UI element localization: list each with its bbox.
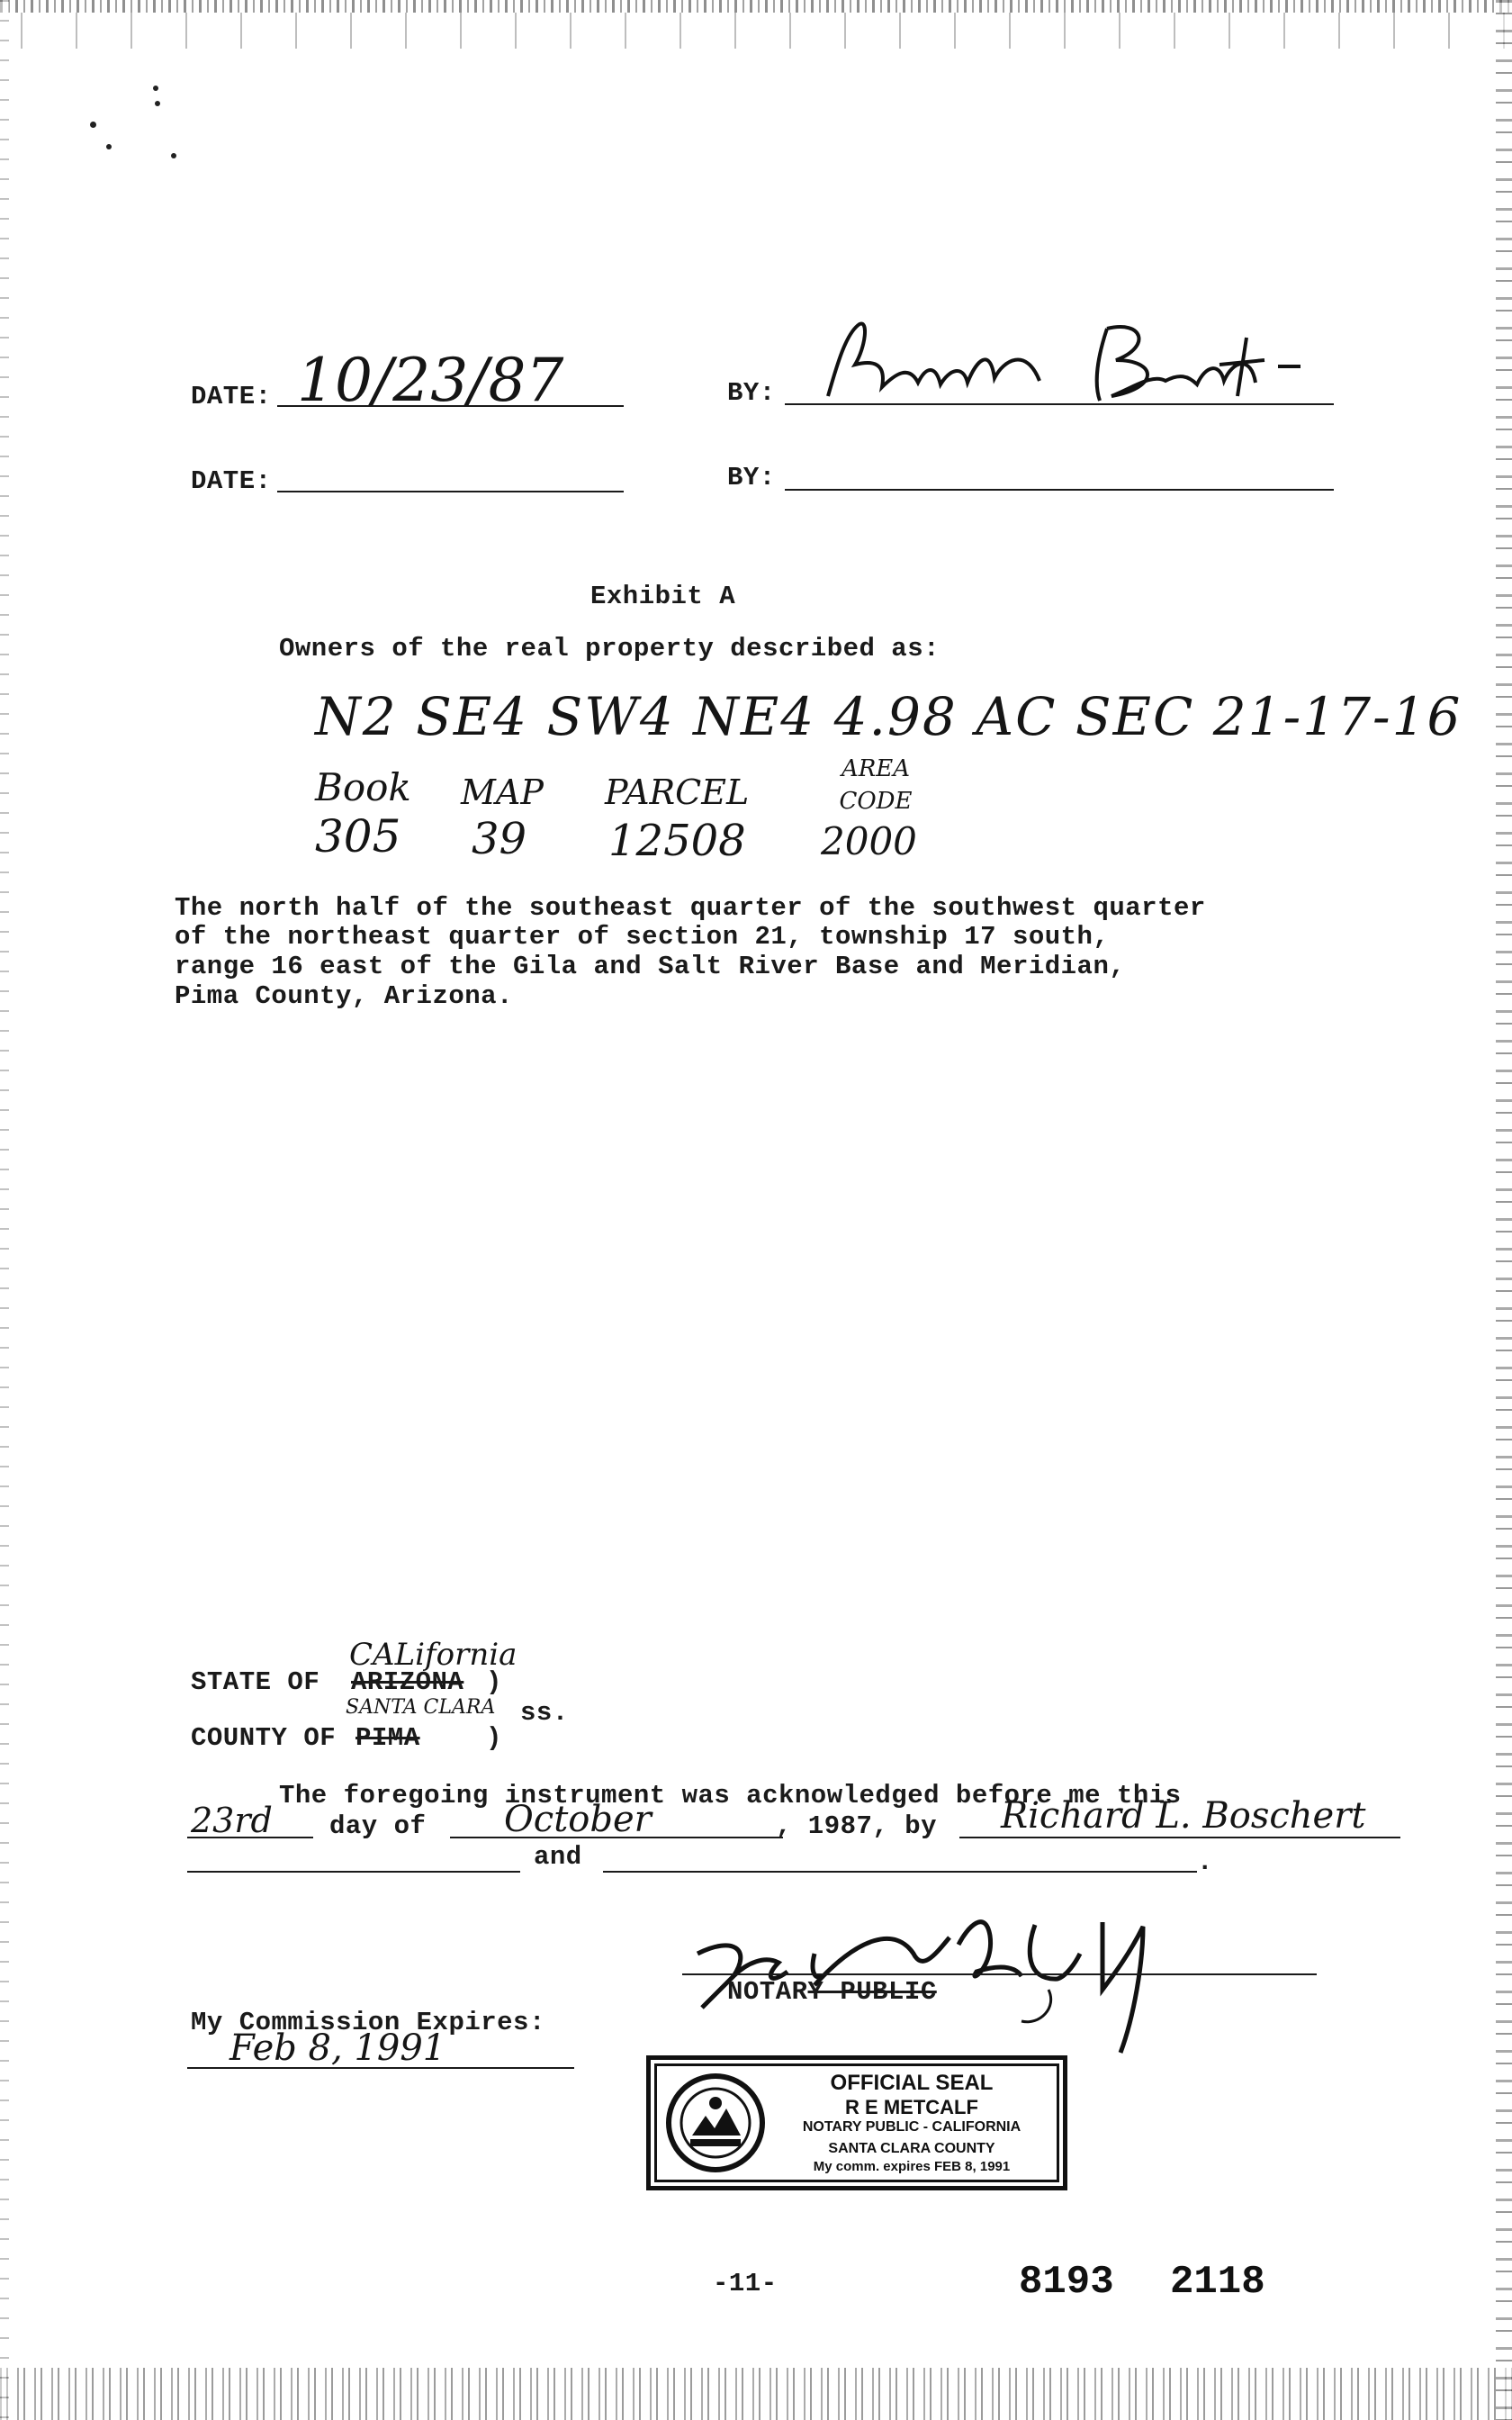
- column-value-area-code: 2000: [821, 819, 917, 863]
- state-label: STATE OF: [191, 1667, 320, 1697]
- county-handwritten: SANTA CLARA: [346, 1696, 496, 1719]
- seal-line-1: OFFICIAL SEAL: [830, 2071, 994, 2095]
- official-seal-stamp: [646, 2055, 1067, 2190]
- month-line: [450, 1837, 783, 1838]
- column-label-book: Book: [315, 765, 411, 809]
- date-value-1: 10/23/87: [297, 346, 564, 415]
- legal-description-line-3: range 16 east of the Gila and Salt River Base and Meridian,: [175, 952, 1126, 981]
- county-paren: ): [486, 1723, 502, 1753]
- day-of-label: day of: [329, 1811, 427, 1841]
- county-struck: PIMA: [356, 1723, 420, 1753]
- commission-line: [187, 2067, 574, 2069]
- by-name-line: [959, 1837, 1400, 1838]
- record-book: 8193: [1019, 2260, 1114, 2305]
- day-value: 23rd: [191, 1801, 273, 1840]
- notary-label-struck: Y PUBLIC: [807, 1977, 937, 2007]
- month-value: October: [504, 1799, 652, 1840]
- legal-description-line-2: of the northeast quarter of section 21, township 17 south,: [175, 922, 1110, 952]
- year-by-label: , 1987, by: [776, 1811, 938, 1841]
- state-struck: ARIZONA: [351, 1667, 464, 1697]
- commission-label: My Commission Expires:: [191, 2008, 545, 2037]
- by-line-2: [785, 489, 1334, 491]
- day-line: [187, 1837, 313, 1838]
- signature-by-1: [810, 311, 1341, 414]
- page-number: -11-: [713, 2269, 778, 2298]
- legal-description-line-1: The north half of the southeast quarter of the southwest quarter: [175, 893, 1206, 923]
- exhibit-title: Exhibit A: [590, 582, 736, 611]
- legal-description-line-4: Pima County, Arizona.: [175, 981, 513, 1011]
- column-value-map: 39: [472, 814, 527, 864]
- seal-line-3: NOTARY PUBLIC - CALIFORNIA: [802, 2119, 1022, 2135]
- and-period: .: [1197, 1847, 1213, 1877]
- name-line-2: [603, 1871, 1197, 1873]
- column-value-book: 305: [315, 810, 401, 862]
- exhibit-subtitle: Owners of the real property described as:: [279, 634, 940, 664]
- notary-line: [682, 1973, 1317, 1975]
- column-value-parcel: 12508: [608, 816, 746, 866]
- record-page: 2118: [1170, 2260, 1265, 2305]
- parcel-line: N2 SE4 SW4 NE4 4.98 AC SEC 21-17-16: [315, 686, 1462, 747]
- by-value: Richard L. Boschert: [1001, 1795, 1366, 1837]
- commission-value: Feb 8, 1991: [230, 2027, 446, 2069]
- seal-line-2: R E METCALF: [845, 2096, 978, 2118]
- notary-label: [727, 1977, 937, 2007]
- date-label-1: DATE:: [191, 382, 272, 411]
- name-line-1: [187, 1871, 520, 1873]
- county-label: COUNTY OF: [191, 1723, 337, 1753]
- acknowledgement-line: The foregoing instrument was acknowledged before me this: [279, 1781, 1182, 1810]
- state-handwritten: CALifornia: [349, 1637, 518, 1673]
- and-label: and: [534, 1842, 582, 1872]
- by-label-1: BY:: [727, 378, 776, 408]
- seal-line-5: My comm. expires FEB 8, 1991: [813, 2159, 1011, 2174]
- column-label-area-code: AREA CODE: [839, 755, 913, 815]
- column-label-map: MAP: [461, 772, 544, 812]
- notary-label-a: NOTAR: [727, 1977, 808, 2007]
- seal-line-4: SANTA CLARA COUNTY: [828, 2141, 995, 2156]
- date-line-2: [277, 491, 624, 492]
- ss-label: ss.: [520, 1698, 569, 1728]
- date-label-2: DATE:: [191, 466, 272, 496]
- by-label-2: BY:: [727, 463, 776, 492]
- state-seal-icon: [665, 2072, 766, 2173]
- state-paren: ): [486, 1667, 502, 1697]
- column-label-parcel: PARCEL: [605, 772, 750, 812]
